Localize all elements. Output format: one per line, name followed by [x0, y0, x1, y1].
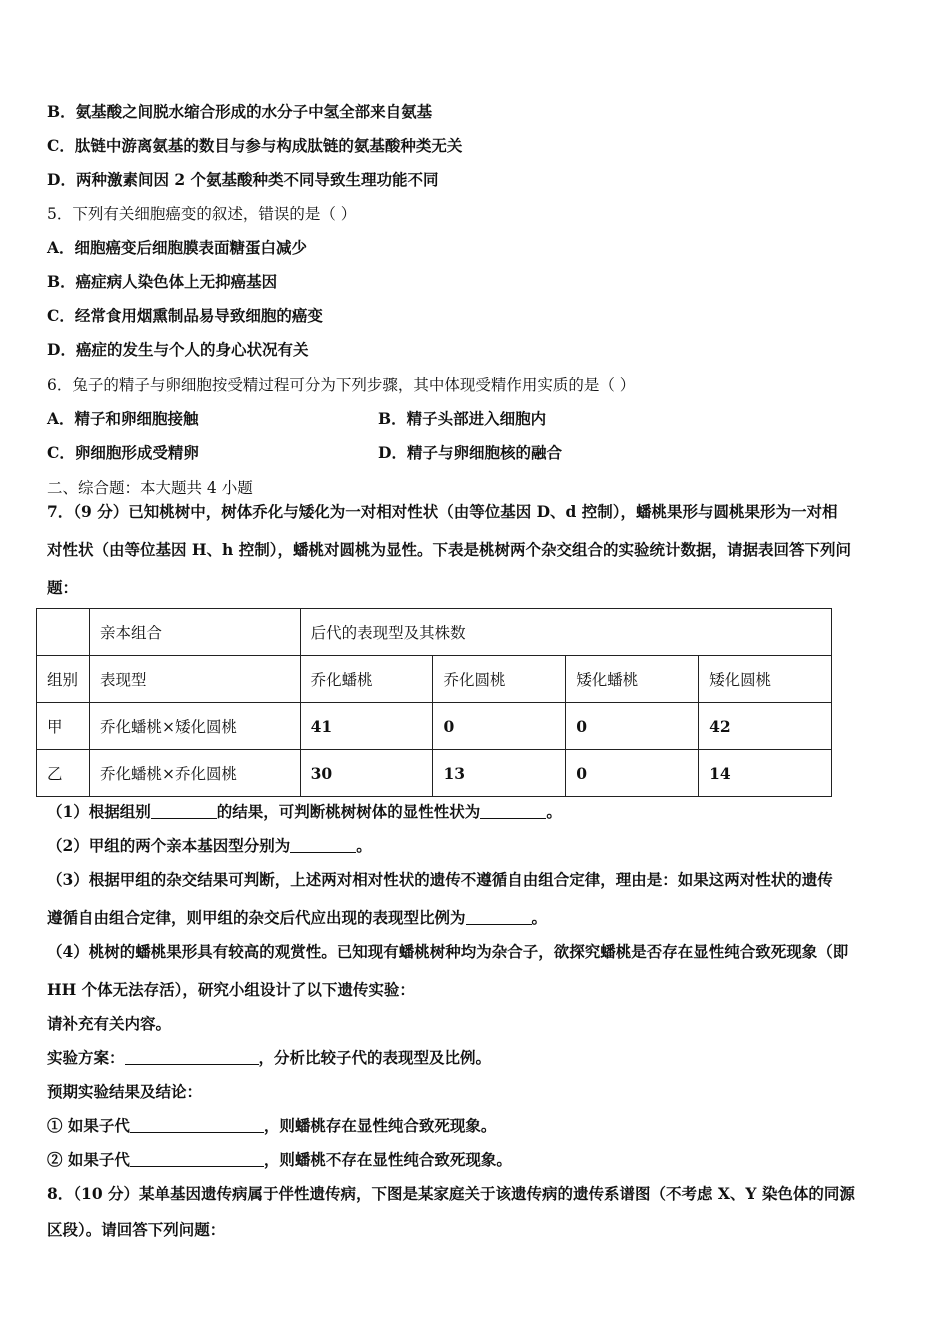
answer-blank[interactable]: [151, 803, 217, 819]
table-cell-value: 14: [699, 750, 832, 797]
q4-option-d: D．两种激素间因 2 个氨基酸种类不同导致生理功能不同: [47, 170, 439, 189]
q7-part4-line1: （4）桃树的蟠桃果形具有较高的观赏性。已知现有蟠桃树种均为杂合子，欲探究蟠桃是否存在显性纯合致死现象（即: [47, 942, 849, 961]
q7-result-2: [47, 1150, 512, 1170]
q7-stem-line2: 对性状（由等位基因 H、h 控制），蟠桃对圆桃为显性。下表是桃树两个杂交组合的实验统计数据，请据表回答下列问: [47, 540, 851, 559]
answer-blank[interactable]: [466, 909, 532, 925]
q7-plan-text-b: ，分析比较子代的表现型及比例。: [258, 1048, 492, 1067]
table-header-parent: 亲本组合: [89, 609, 300, 656]
q7-part1-text-c: 。: [546, 802, 562, 821]
q5-option-a: A．细胞癌变后细胞膜表面糖蛋白减少: [47, 238, 308, 257]
table-cell-value: 0: [566, 703, 699, 750]
table-cell-value: 13: [433, 750, 566, 797]
table-cell-group: 乙: [37, 750, 90, 797]
q7-plan: [47, 1048, 491, 1068]
q7-part3-text-a: 遵循自由组合定律，则甲组的杂交后代应出现的表现型比例为: [47, 908, 466, 927]
q6-option-c: C．卵细胞形成受精卵: [47, 443, 199, 462]
answer-blank[interactable]: [130, 1117, 264, 1133]
q7-part4-line3: 请补充有关内容。: [47, 1014, 172, 1033]
q7-part1-text-a: （1）根据组别: [47, 802, 151, 821]
q7-part3-line1: （3）根据甲组的杂交结果可判断，上述两对相对性状的遗传不遵循自由组合定律，理由是：如果这两对性状的遗传: [47, 870, 833, 889]
table-row: [37, 750, 832, 797]
q7-part4-line2: HH 个体无法存活），研究小组设计了以下遗传实验：: [47, 980, 415, 999]
table-header-offspring: 后代的表现型及其株数: [300, 609, 831, 656]
table-cell-value: 42: [699, 703, 832, 750]
table-cell-value: 41: [300, 703, 433, 750]
q8-stem-line1: 8．（10 分）某单基因遗传病属于伴性遗传病，下图是某家庭关于该遗传病的遗传系谱图（不考虑 X、Y 染色体的同源: [47, 1184, 855, 1203]
experiment-table: [36, 608, 832, 797]
q7-stem-line3: 题：: [47, 578, 79, 597]
table-cell-value: 0: [566, 750, 699, 797]
answer-blank[interactable]: [130, 1151, 264, 1167]
answer-blank[interactable]: [290, 837, 356, 853]
q6-stem: 6．兔子的精子与卵细胞按受精过程可分为下列步骤，其中体现受精作用实质的是（ ）: [47, 376, 636, 394]
q7-part3-text-b: 。: [531, 908, 548, 927]
q7-part3-line2: [47, 908, 547, 928]
q7-result2-text-a: ② 如果子代: [47, 1150, 130, 1169]
q7-part2-text-a: （2）甲组的两个亲本基因型分别为: [47, 836, 291, 855]
q8-stem-line2: 区段）。请回答下列问题：: [47, 1220, 226, 1239]
q6-option-d: D．精子与卵细胞核的融合: [378, 443, 562, 462]
table-col-header: 乔化圆桃: [433, 656, 566, 703]
section-heading: 二、综合题：本大题共 4 小题: [47, 479, 253, 497]
table-header-group: 组别: [37, 656, 90, 703]
table-header-row-2: [37, 656, 832, 703]
q5-stem: 5．下列有关细胞癌变的叙述，错误的是（ ）: [47, 205, 357, 223]
table-col-header: 乔化蟠桃: [300, 656, 433, 703]
q7-plan-text-a: 实验方案：: [47, 1048, 125, 1067]
q7-result1-text-a: ① 如果子代: [47, 1116, 130, 1135]
q5-option-b: B．癌症病人染色体上无抑癌基因: [47, 272, 278, 291]
table-col-header: 矮化圆桃: [699, 656, 832, 703]
q4-option-b: B．氨基酸之间脱水缩合形成的水分子中氢全部来自氨基: [47, 102, 433, 121]
q5-option-c: C．经常食用烟熏制品易导致细胞的癌变: [47, 306, 323, 325]
table-cell-empty: [37, 609, 90, 656]
table-header-phenotype: 表现型: [89, 656, 300, 703]
q7-part2-text-b: 。: [356, 836, 372, 855]
q4-option-c: C．肽链中游离氨基的数目与参与构成肽链的氨基酸种类无关: [47, 136, 463, 155]
table-cell-value: 0: [433, 703, 566, 750]
table-cell-group: 甲: [37, 703, 90, 750]
q7-part1: [47, 802, 562, 822]
q7-result2-text-b: ，则蟠桃不存在显性纯合致死现象。: [263, 1150, 512, 1169]
q5-option-d: D．癌症的发生与个人的身心状况有关: [47, 340, 309, 359]
answer-blank[interactable]: [480, 803, 546, 819]
table-cell-cross: 乔化蟠桃×乔化圆桃: [89, 750, 300, 797]
q6-option-a: A．精子和卵细胞接触: [47, 409, 199, 428]
q7-part2: [47, 836, 372, 856]
table-cell-cross: 乔化蟠桃×矮化圆桃: [89, 703, 300, 750]
q7-part1-text-b: 的结果，可判断桃树树体的显性性状为: [216, 802, 481, 821]
q7-result-1: [47, 1116, 496, 1136]
table-col-header: 矮化蟠桃: [566, 656, 699, 703]
table-cell-value: 30: [300, 750, 433, 797]
answer-blank[interactable]: [125, 1049, 259, 1065]
table-row: [37, 703, 832, 750]
q7-stem-line1: 7．（9 分）已知桃树中，树体乔化与矮化为一对相对性状（由等位基因 D、d 控制），蟠桃果形与圆桃果形为一对相: [47, 502, 838, 521]
q7-expect: 预期实验结果及结论：: [47, 1082, 203, 1101]
q7-result1-text-b: ，则蟠桃存在显性纯合致死现象。: [263, 1116, 497, 1135]
table-header-row-1: [37, 609, 832, 656]
q6-option-b: B．精子头部进入细胞内: [378, 409, 547, 428]
